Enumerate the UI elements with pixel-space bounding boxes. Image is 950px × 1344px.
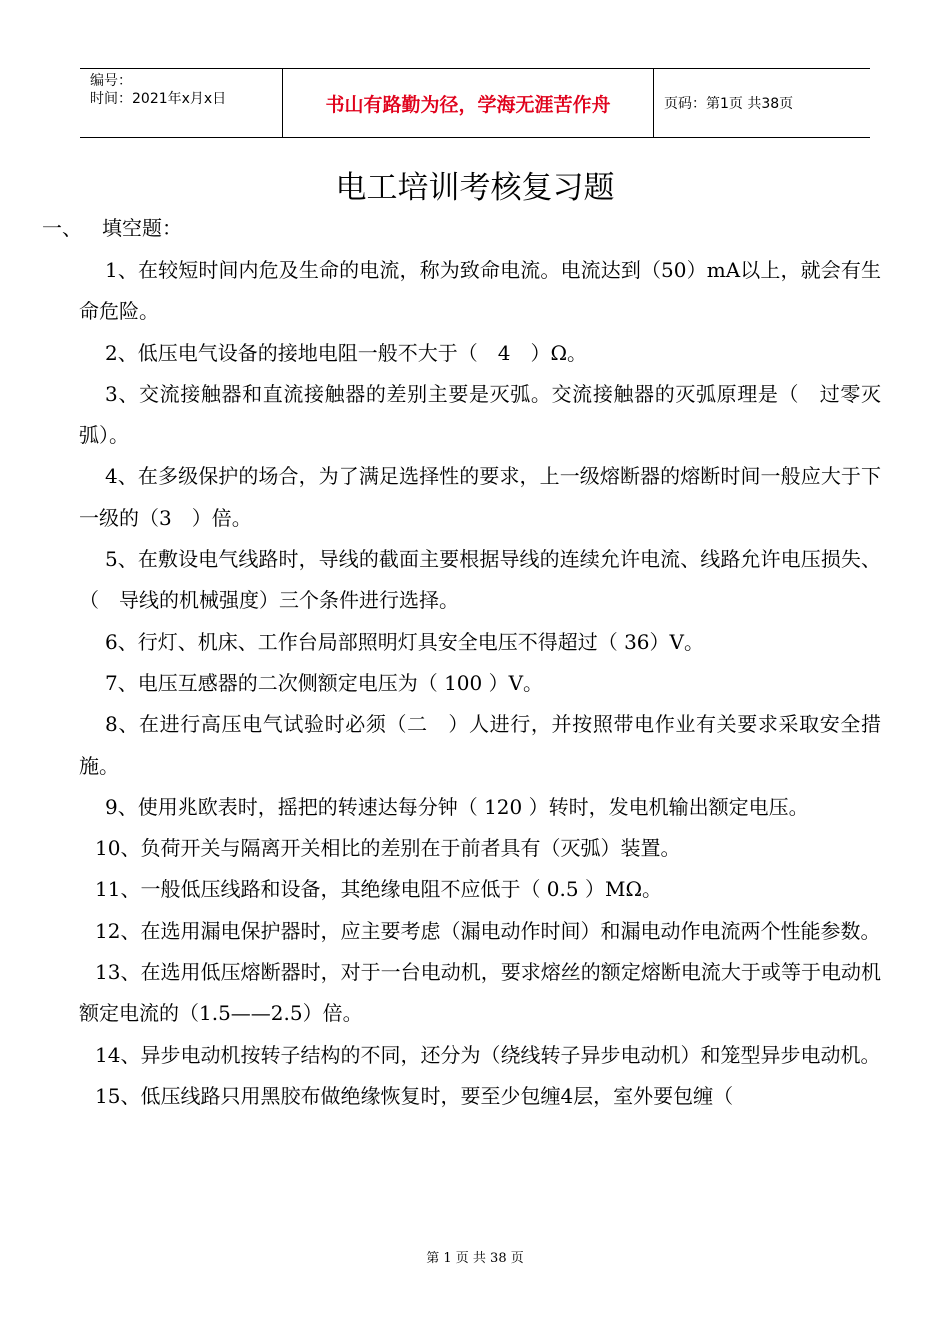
section-heading	[42, 213, 182, 243]
question-item: 14、异步电动机按转子结构的不同，还分为（绕线转子异步电动机）和笼型异步电动机。	[95, 1042, 881, 1067]
question-list	[79, 250, 881, 1117]
header-page-number: 页码：第1页 共38页	[664, 96, 794, 112]
question-item: 13、在选用低压熔断器时，对于一台电动机，要求熔丝的额定熔断电流大于或等于电动机额定电流的（1.5——2.5）倍。	[79, 960, 881, 1026]
question-item: 1、在较短时间内危及生命的电流，称为致命电流。电流达到（50）mA以上，就会有生命危险。	[79, 258, 881, 324]
question-item: 8、在进行高压电气试验时必须（二 ）人进行，并按照带电作业有关要求采取安全措施。	[79, 712, 881, 778]
question-item: 4、在多级保护的场合，为了满足选择性的要求，上一级熔断器的熔断时间一般应大于下一级的（3 ）倍。	[79, 464, 881, 530]
code-label: 编号：	[90, 73, 132, 89]
section-label: 填空题：	[102, 216, 182, 240]
question-item: 2、低压电气设备的接地电阻一般不大于（ 4 ）Ω。	[105, 340, 588, 365]
question-item: 7、电压互感器的二次侧额定电压为（ 100 ）V。	[105, 670, 544, 695]
question-item: 11、一般低压线路和设备，其绝缘电阻不应低于（ 0.5 ）MΩ。	[95, 877, 663, 902]
question-item: 12、在选用漏电保护器时，应主要考虑（漏电动作时间）和漏电动作电流两个性能参数。	[95, 918, 881, 943]
document-header	[80, 68, 870, 138]
footer-page-number: 第 1 页 共 38 页	[426, 1251, 524, 1266]
question-item: 10、负荷开关与隔离开关相比的差别在于前者具有（灭弧）装置。	[95, 836, 681, 861]
question-item: 9、使用兆欧表时，摇把的转速达每分钟（ 120 ）转时，发电机输出额定电压。	[105, 794, 809, 819]
question-item: 5、在敷设电气线路时，导线的截面主要根据导线的连续允许电流、线路允许电压损失、（ 导线的机械强度）三个条件进行选择。	[79, 547, 881, 613]
date-label: 时间：2021年x月x日	[90, 91, 227, 107]
question-item: 3、交流接触器和直流接触器的差别主要是灭弧。交流接触器的灭弧原理是（ 过零灭弧）。	[79, 381, 881, 448]
section-number: 一、	[42, 216, 82, 240]
header-motto: 书山有路勤为径，学海无涯苦作舟	[282, 69, 654, 137]
question-item: 15、低压线路只用黑胶布做绝缘恢复时，要至少包缠4层，室外要包缠（	[95, 1083, 734, 1108]
question-item: 6、行灯、机床、工作台局部照明灯具安全电压不得超过（ 36）V。	[105, 629, 704, 654]
header-meta	[80, 69, 282, 137]
document-title: 电工培训考核复习题	[335, 170, 615, 206]
